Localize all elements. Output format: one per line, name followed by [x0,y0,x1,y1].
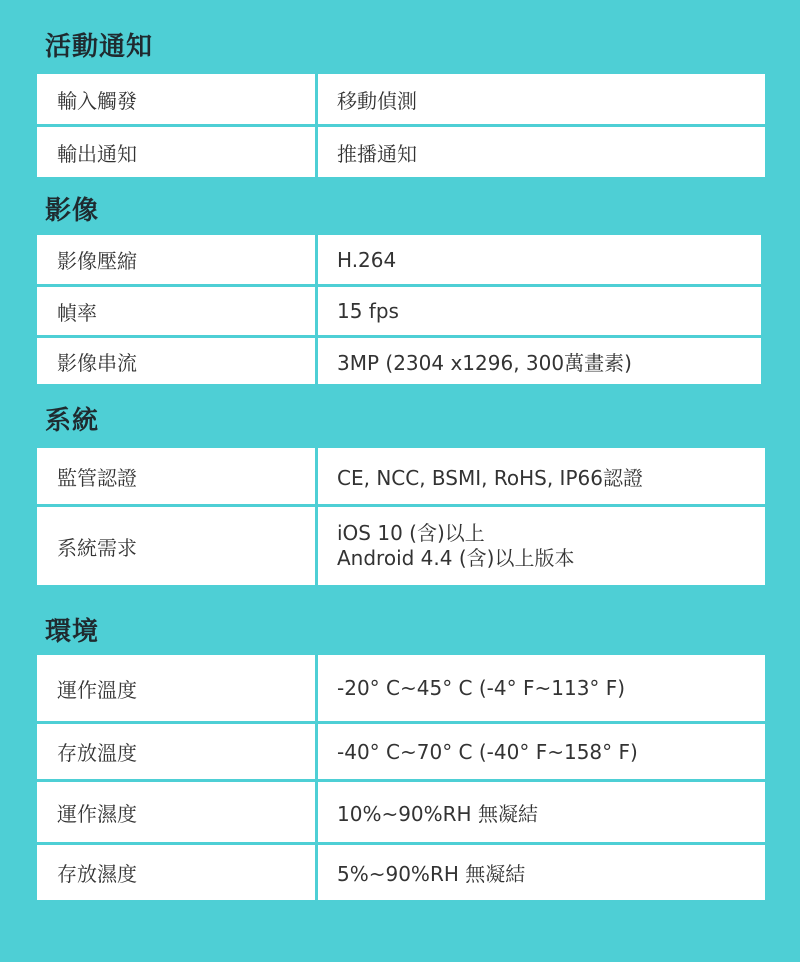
row-value: 移動偵測 [318,74,765,124]
row-label: 影像串流 [37,338,315,384]
table-row [37,74,765,124]
row-label: 存放溫度 [37,724,315,779]
row-value: 3MP (2304 x1296, 300萬畫素) [318,338,761,384]
row-label: 運作溫度 [37,655,315,721]
spec-table-video [37,235,761,384]
row-value: CE, NCC, BSMI, RoHS, IP66認證 [318,448,765,504]
row-value: 推播通知 [318,127,765,177]
table-row [37,507,765,585]
row-label: 輸出通知 [37,127,315,177]
spec-table-event-notification [37,74,765,177]
row-value: 15 fps [318,287,761,335]
value-line: iOS 10 (含)以上 [337,521,485,545]
table-row [37,655,765,721]
section-title-environment: 環境 [45,617,100,647]
section-title-event-notification: 活動通知 [45,32,154,62]
section-title-video: 影像 [45,196,100,226]
table-row [37,448,765,504]
spec-table-system [37,448,765,585]
row-value: 10%~90%RH 無凝結 [318,782,765,842]
section-title-system: 系統 [45,406,100,436]
table-row [37,845,765,900]
row-label: 幀率 [37,287,315,335]
row-label: 輸入觸發 [37,74,315,124]
row-label: 影像壓縮 [37,235,315,284]
table-row [37,724,765,779]
table-row [37,338,761,384]
row-value: H.264 [318,235,761,284]
row-label: 運作濕度 [37,782,315,842]
row-value [318,507,765,585]
spec-table-environment [37,655,765,900]
table-row [37,287,761,335]
row-value: -40° C~70° C (-40° F~158° F) [318,724,765,779]
row-label: 監管認證 [37,448,315,504]
value-line: Android 4.4 (含)以上版本 [337,546,575,570]
table-row [37,782,765,842]
row-value: -20° C~45° C (-4° F~113° F) [318,655,765,721]
row-label: 系統需求 [37,507,315,585]
table-row [37,235,761,284]
row-value: 5%~90%RH 無凝結 [318,845,765,900]
row-label: 存放濕度 [37,845,315,900]
table-row [37,127,765,177]
